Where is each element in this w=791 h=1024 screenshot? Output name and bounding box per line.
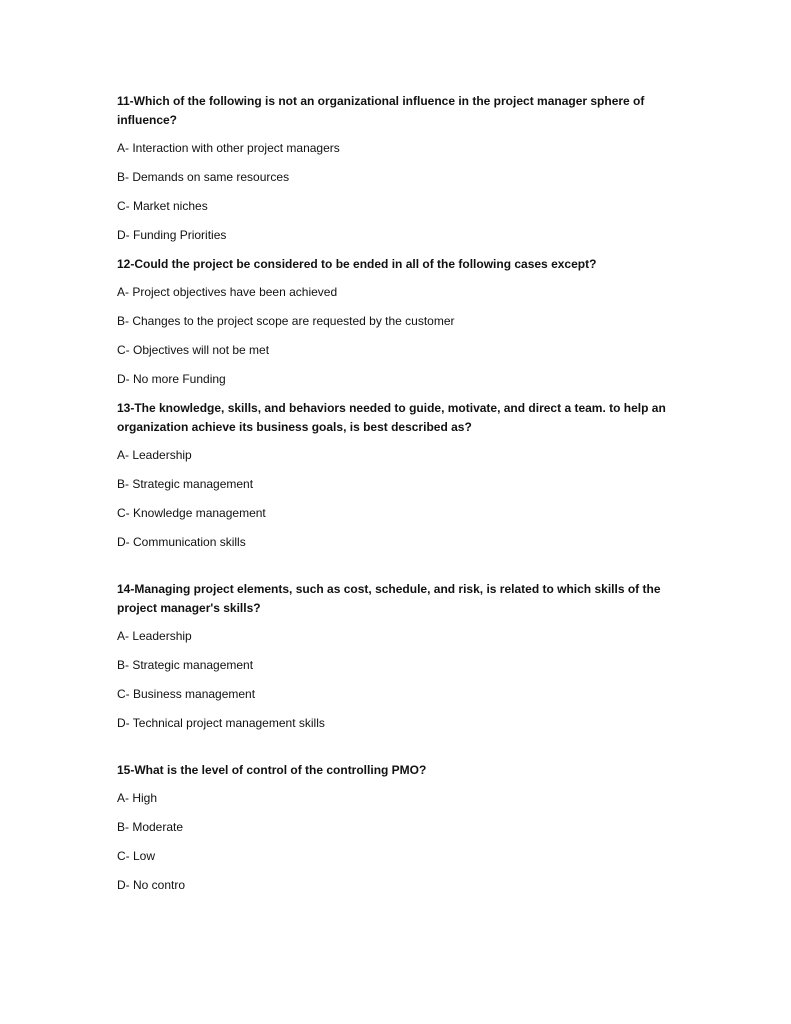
question-text: 12-Could the project be considered to be ended in all of the following cases except?	[117, 257, 597, 271]
answer-option: C- Business management	[117, 687, 256, 701]
answer-option: D- Technical project management skills	[117, 716, 325, 730]
answer-option: D- No more Funding	[117, 372, 226, 386]
question-text: 11-Which of the following is not an organizational influence in the project manager sphere of influence?	[117, 94, 645, 127]
answer-option: B- Changes to the project scope are requested by the customer	[117, 314, 455, 328]
document-page	[117, 92, 687, 905]
answer-option: A- Project objectives have been achieved	[117, 285, 338, 299]
answer-option: B- Demands on same resources	[117, 170, 290, 184]
question-text: 14-Managing project elements, such as cost, schedule, and risk, is related to which skills of the project manager's skills?	[117, 582, 661, 615]
question-block-15	[117, 761, 687, 895]
answer-option: C- Objectives will not be met	[117, 343, 270, 357]
answer-option: C- Knowledge management	[117, 506, 266, 520]
question-block-13	[117, 399, 687, 552]
answer-option: D- No contro	[117, 878, 186, 892]
answer-option: A- High	[117, 791, 158, 805]
question-text: 13-The knowledge, skills, and behaviors needed to guide, motivate, and direct a team. to help an organization achieve its business goals, is best described as?	[117, 401, 666, 434]
question-block-11	[117, 92, 687, 245]
answer-option: D- Communication skills	[117, 535, 246, 549]
question-block-14	[117, 580, 687, 733]
answer-option: C- Market niches	[117, 199, 208, 213]
answer-option: B- Strategic management	[117, 477, 254, 491]
answer-option: A- Interaction with other project managers	[117, 141, 340, 155]
answer-option: A- Leadership	[117, 448, 192, 462]
answer-option: C- Low	[117, 849, 156, 863]
question-text: 15-What is the level of control of the controlling PMO?	[117, 763, 427, 777]
answer-option: D- Funding Priorities	[117, 228, 227, 242]
question-block-12	[117, 255, 687, 389]
answer-option: B- Moderate	[117, 820, 184, 834]
answer-option: A- Leadership	[117, 629, 192, 643]
answer-option: B- Strategic management	[117, 658, 254, 672]
